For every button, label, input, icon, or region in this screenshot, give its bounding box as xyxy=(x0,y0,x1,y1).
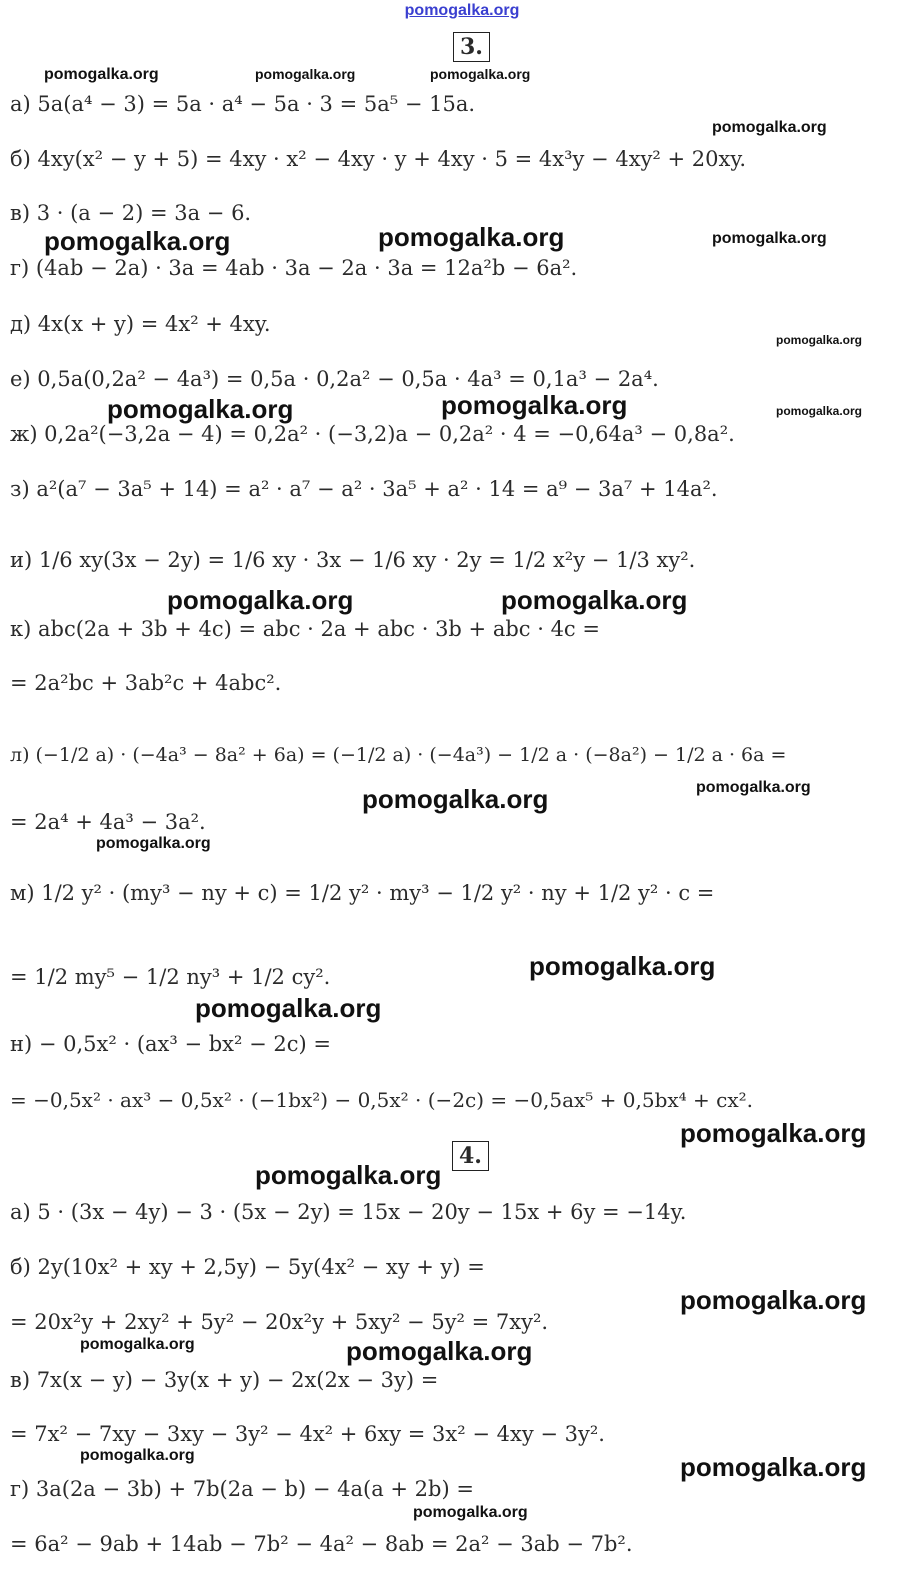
watermark: pomogalka.org xyxy=(96,835,211,852)
watermark: pomogalka.org xyxy=(255,66,356,82)
watermark: pomogalka.org xyxy=(362,784,549,814)
watermark: pomogalka.org xyxy=(712,230,827,247)
watermark: pomogalka.org xyxy=(441,390,628,420)
section-4-number: 4. xyxy=(452,1141,489,1171)
watermark: pomogalka.org xyxy=(501,585,688,615)
line-3d: д) 4x(x + y) = 4x² + 4xy. xyxy=(10,312,271,336)
line-4v: в) 7x(x − y) − 3y(x + y) − 2x(2x − 3y) = xyxy=(10,1368,439,1392)
watermark: pomogalka.org xyxy=(712,119,827,136)
line-3l: л) (−1/2 a) · (−4a³ − 8a² + 6a) = (−1/2 a) · (−4a³) − 1/2 a · (−8a²) − 1/2 a · 6a = xyxy=(10,744,787,766)
line-4g-cont: = 6a² − 9ab + 14ab − 7b² − 4a² − 8ab = 2a² − 3ab − 7b². xyxy=(10,1532,633,1556)
watermark: pomogalka.org xyxy=(80,1336,195,1353)
watermark: pomogalka.org xyxy=(680,1285,867,1315)
watermark: pomogalka.org xyxy=(255,1160,442,1190)
watermark: pomogalka.org xyxy=(680,1118,867,1148)
line-3i: и) 1/6 xy(3x − 2y) = 1/6 xy · 3x − 1/6 xy · 2y = 1/2 x²y − 1/3 xy². xyxy=(10,548,696,572)
line-3m-cont: = 1/2 my⁵ − 1/2 ny³ + 1/2 cy². xyxy=(10,965,331,989)
line-3v: в) 3 · (a − 2) = 3a − 6. xyxy=(10,201,252,225)
line-3e: е) 0,5a(0,2a² − 4a³) = 0,5a · 0,2a² − 0,5a · 4a³ = 0,1a³ − 2a⁴. xyxy=(10,367,659,391)
line-3zh: ж) 0,2a²(−3,2a − 4) = 0,2a² · (−3,2)a − 0,2a² · 4 = −0,64a³ − 0,8a². xyxy=(10,422,735,446)
line-4b: б) 2y(10x² + xy + 2,5y) − 5y(4x² − xy + y) = xyxy=(10,1255,485,1279)
line-3a: а) 5a(a⁴ − 3) = 5a · a⁴ − 5a · 3 = 5a⁵ − 15a. xyxy=(10,92,476,116)
line-3l-cont: = 2a⁴ + 4a³ − 3a². xyxy=(10,810,206,834)
line-4g: г) 3a(2a − 3b) + 7b(2a − b) − 4a(a + 2b) = xyxy=(10,1477,474,1501)
watermark: pomogalka.org xyxy=(430,66,531,82)
watermark: pomogalka.org xyxy=(529,951,716,981)
line-3m: м) 1/2 y² · (my³ − ny + c) = 1/2 y² · my³ − 1/2 y² · ny + 1/2 y² · c = xyxy=(10,881,715,905)
line-3k-cont: = 2a²bc + 3ab²c + 4abc². xyxy=(10,671,282,695)
watermark: pomogalka.org xyxy=(195,993,382,1023)
watermark: pomogalka.org xyxy=(680,1452,867,1482)
watermark: pomogalka.org xyxy=(413,1504,528,1521)
watermark: pomogalka.org xyxy=(696,779,811,796)
line-3b: б) 4xy(x² − y + 5) = 4xy · x² − 4xy · y + 4xy · 5 = 4x³y − 4xy² + 20xy. xyxy=(10,147,747,171)
line-4v-cont: = 7x² − 7xy − 3xy − 3y² − 4x² + 6xy = 3x² − 4xy − 3y². xyxy=(10,1422,605,1446)
line-3z: з) a²(a⁷ − 3a⁵ + 14) = a² · a⁷ − a² · 3a⁵ + a² · 14 = a⁹ − 3a⁷ + 14a². xyxy=(10,477,718,501)
watermark: pomogalka.org xyxy=(346,1336,533,1366)
watermark: pomogalka.org xyxy=(44,226,231,256)
watermark: pomogalka.org xyxy=(80,1447,195,1464)
watermark: pomogalka.org xyxy=(776,404,863,418)
line-3n-cont: = −0,5x² · ax³ − 0,5x² · (−1bx²) − 0,5x² · (−2c) = −0,5ax⁵ + 0,5bx⁴ + cx². xyxy=(10,1088,754,1112)
line-4a: а) 5 · (3x − 4y) − 3 · (5x − 2y) = 15x − 20y − 15x + 6y = −14y. xyxy=(10,1200,687,1224)
watermark: pomogalka.org xyxy=(378,222,565,252)
line-3n: н) − 0,5x² · (ax³ − bx² − 2c) = xyxy=(10,1032,331,1056)
watermark: pomogalka.org xyxy=(167,585,354,615)
watermark: pomogalka.org xyxy=(44,66,159,83)
watermark: pomogalka.org xyxy=(107,394,294,424)
line-3k: к) abc(2a + 3b + 4c) = abc · 2a + abc · 3b + abc · 4c = xyxy=(10,617,600,641)
watermark: pomogalka.org xyxy=(776,333,863,347)
line-3g: г) (4ab − 2a) · 3a = 4ab · 3a − 2a · 3a = 12a²b − 6a². xyxy=(10,256,578,280)
top-watermark: pomogalka.org xyxy=(404,2,520,19)
section-3-number: 3. xyxy=(453,32,490,62)
line-4b-cont: = 20x²y + 2xy² + 5y² − 20x²y + 5xy² − 5y² = 7xy². xyxy=(10,1310,549,1334)
